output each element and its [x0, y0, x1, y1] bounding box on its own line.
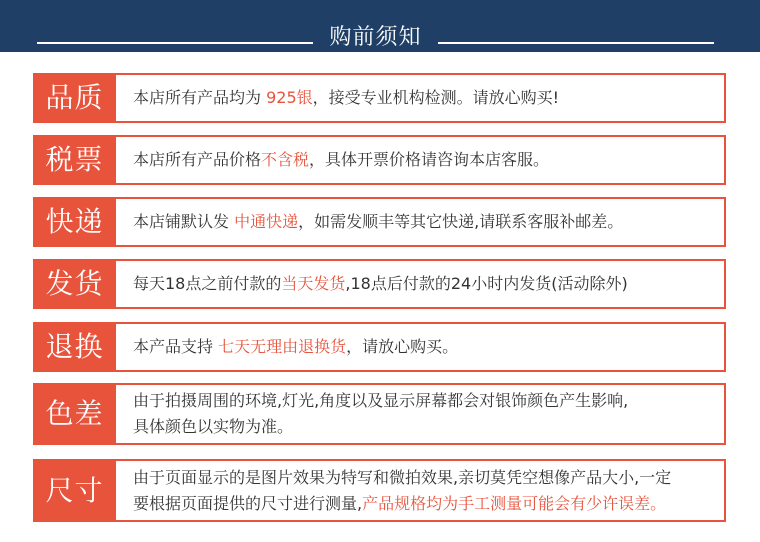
notice-text-returns: [116, 322, 726, 372]
notice-line: 本产品支持 七天无理由退换货，请放心购买。: [133, 337, 459, 356]
notice-text-size: [116, 459, 726, 522]
notice-line: 本店铺默认发 中通快递，如需发顺丰等其它快递,请联系客服补邮差。: [133, 212, 624, 231]
notice-text-tax: [116, 135, 726, 185]
notice-line: 每天18点之前付款的当天发货,18点后付款的24小时内发货(活动除外): [133, 274, 628, 293]
notice-line: 本店所有产品价格不含税，具体开票价格请咨询本店客服。: [133, 150, 550, 169]
notice-tag-tax: 税票: [33, 135, 116, 185]
header-divider-left: [37, 42, 313, 44]
header-divider-right: [438, 42, 714, 44]
notice-tag-quality: 品质: [33, 73, 116, 123]
notice-text-shipping: [116, 197, 726, 247]
notice-text-dispatch: [116, 259, 726, 309]
notice-text-color: [116, 383, 726, 445]
notice-row-dispatch: [33, 259, 726, 309]
highlight-text: 中通快递: [234, 212, 299, 231]
highlight-text: 当天发货: [281, 274, 346, 293]
page-title: 购前须知: [329, 25, 422, 50]
notice-tag-returns: 退换: [33, 322, 116, 372]
notice-tag-color: 色差: [33, 383, 116, 445]
highlight-text: 925银: [266, 88, 313, 107]
notice-line: 具体颜色以实物为准。: [133, 417, 294, 436]
notice-line: 由于页面显示的是图片效果为特写和微拍效果,亲切莫凭空想像产品大小,一定: [133, 467, 672, 487]
notice-tag-dispatch: 发货: [33, 259, 116, 309]
notice-line: 要根据页面提供的尺寸进行测量,产品规格均为手工测量可能会有少许误差。: [133, 493, 667, 513]
notice-row-returns: [33, 322, 726, 372]
notice-row-tax: [33, 135, 726, 185]
highlight-text: 不含税: [261, 150, 310, 169]
notice-tag-size: 尺寸: [33, 459, 116, 522]
notice-row-color: [33, 383, 726, 445]
highlight-text: 七天无理由退换货: [218, 337, 347, 356]
header-banner: [0, 0, 760, 52]
notice-line: 本店所有产品均为 925银，接受专业机构检测。请放心购买!: [133, 88, 560, 107]
highlight-text: 产品规格均为手工测量可能会有少许误差。: [362, 493, 667, 513]
notice-row-shipping: [33, 197, 726, 247]
notice-row-size: [33, 459, 726, 522]
notice-text-quality: [116, 73, 726, 123]
notice-line: 由于拍摄周围的环境,灯光,角度以及显示屏幕都会对银饰颜色产生影响,: [133, 391, 629, 410]
notice-row-quality: [33, 73, 726, 123]
notice-tag-shipping: 快递: [33, 197, 116, 247]
